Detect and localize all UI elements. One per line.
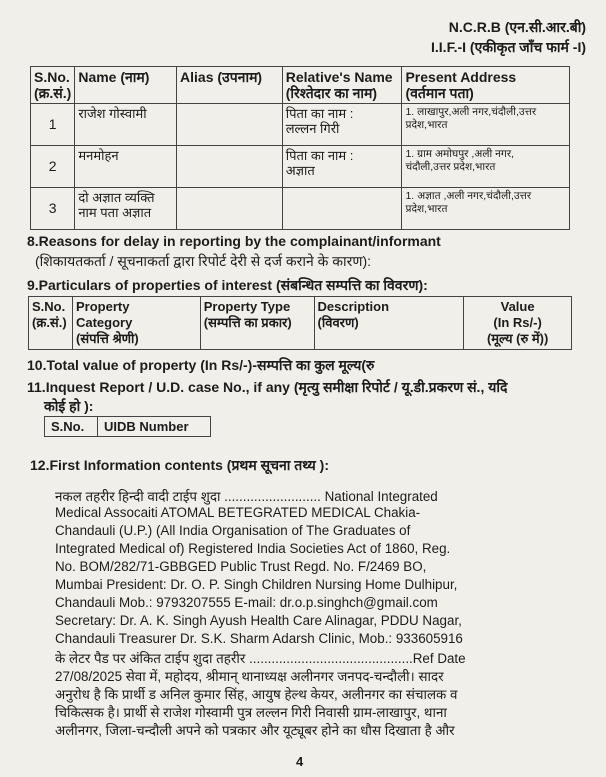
col-description: Description (विवरण) [314,297,464,350]
row-name: दो अज्ञात व्यक्ति नाम पता अज्ञात [75,188,177,230]
property-table [28,296,572,350]
fir-text-line: No. BOM/282/71-GBBGED Public Trust Regd. No. F/2469 BO, [55,559,427,574]
section11-title-cont: कोई हो ): [44,398,94,414]
row-sno: 3 [31,188,75,230]
fir-text-line: अलीनगर, जिला-चन्दौली अपने को पत्रकार और यूट्यूबर होने का धौस दिखाता है और [55,723,455,738]
section11-title: 11.Inquest Report / U.D. case No., if any (मृत्यु समीक्षा रिपोर्ट / यू.डी.प्रकरण सं., यदि [27,379,508,395]
fir-text-line: नकल तहरीर हिन्दी वादी टाईप शुदा .......................... National Integrated [55,489,438,504]
fir-text-line: Mumbai President: Dr. O. P. Singh Children Nursing Home Dulhipur, [55,577,458,592]
row-relative: पिता का नाम : लल्लन गिरी [282,104,402,146]
row-alias [177,188,283,230]
accused-table [30,66,570,230]
fir-text-line: Integrated Medical of) Registered India Societies Act of 1860, Reg. [55,541,451,556]
col-address: Present Address (वर्तमान पता) [402,67,570,104]
col-alias: Alias (उपनाम) [177,67,283,104]
col-value: Value (In Rs/-) (मूल्य (रु में)) [464,297,572,350]
uidb-table [44,416,211,437]
row-relative: पिता का नाम : अज्ञात [282,146,402,188]
table-row [31,104,570,146]
row-relative [282,188,402,230]
fir-text-line: Chandauli Mob.: 9793207555 E-mail: dr.o.p.singhch@gmail.com [55,595,438,610]
table-row [31,146,570,188]
col-sno: S.No. [45,417,98,437]
col-category: Property Category (संपत्ति श्रेणी) [72,297,200,350]
property-table-header [29,297,572,350]
section9-title: 9.Particulars of properties of interest (संबन्धित सम्पत्ति का विवरण): [27,277,428,293]
accused-table-header [31,67,570,104]
col-uidb: UIDB Number [98,417,211,437]
page-number: 4 [296,754,304,769]
section10-title: 10.Total value of property (In Rs/-)-सम्पत्ति का कुल मूल्य(रु [27,357,375,373]
col-type: Property Type (सम्पत्ति का प्रकार) [200,297,314,350]
row-address: 1. लाखापुर,अली नगर,चंदौली,उत्तर प्रदेश,भारत [402,104,570,146]
section8-subtitle: (शिकायतकर्ता / सूचनाकर्ता द्वारा रिपोर्ट देरी से दर्ज कराने के कारण): [35,253,372,269]
row-address: 1. ग्राम अमोघपुर ,अली नगर, चंदौली,उत्तर प्रदेश,भारत [402,146,570,188]
uidb-table-header [45,417,211,437]
row-name: राजेश गोस्वामी [75,104,177,146]
fir-text-line: Chandauli (U.P.) (All India Organisation of The Graduates of [55,523,411,538]
fir-text-line: Medical Assocaiti ATOMAL BETEGRATED MEDICAL Chakia- [55,505,421,520]
section8-title: 8.Reasons for delay in reporting by the complainant/informant [27,233,441,249]
fir-text-line: 27/08/2025 सेवा में, महोदय, श्रीमान् थानाध्यक्ष अलीनगर जनपद-चन्दौली। सादर [55,669,444,684]
fir-text-line: Chandauli Treasurer Dr. S.K. Sharm Adarsh Clinic, Mob.: 933605916 [55,631,463,646]
row-alias [177,104,283,146]
fir-text-line: Secretary: Dr. A. K. Singh Ayush Health Care Alinagar, PDDU Nagar, [55,613,462,628]
col-sno: S.No. (क्र.सं.) [29,297,73,350]
table-row [31,188,570,230]
col-relative: Relative's Name (रिश्तेदार का नाम) [282,67,402,104]
row-alias [177,146,283,188]
fir-text-line: चिकित्सक है। प्रार्थी से राजेश गोस्वामी पुत्र लल्लन गिरी निवासी ग्राम-लाखापुर, थाना [55,705,447,720]
row-name: मनमोहन [75,146,177,188]
col-sno: S.No. (क्र.सं.) [31,67,75,104]
row-sno: 1 [31,104,75,146]
col-name: Name (नाम) [75,67,177,104]
form-header-iif: I.I.F.-I (एकीकृत जाँच फार्म -I) [431,39,586,55]
row-address: 1. अज्ञात ,अली नगर,चंदौली,उत्तर प्रदेश,भारत [402,188,570,230]
fir-text-line: अनुरोध है कि प्रार्थी ड अनिल कुमार सिंह, आयुष हेल्थ केयर, अलीनगर का संचालक व [55,687,458,702]
form-header-ncrb: N.C.R.B (एन.सी.आर.बी) [448,19,586,35]
section12-title: 12.First Information contents (प्रथम सूचना तथ्य ): [30,457,329,473]
fir-text-line: के लेटर पैड पर अंकित टाईप शुदा तहरीर ............................................Ref Date [55,651,466,666]
row-sno: 2 [31,146,75,188]
